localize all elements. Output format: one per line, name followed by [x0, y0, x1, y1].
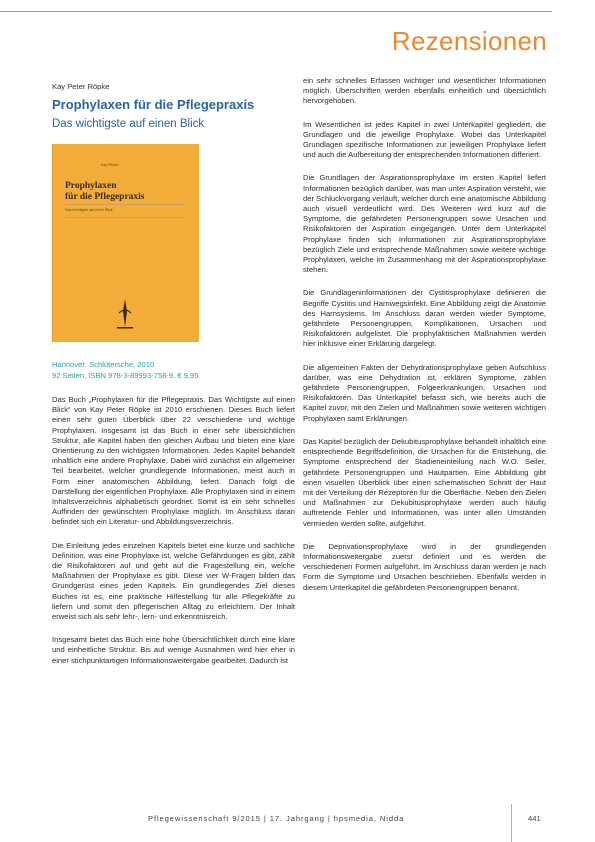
cover-rule: [65, 217, 185, 218]
paragraph: Die Deprivationsprophylaxe wird in der grundlegenden Informationsweitergabe zuerst definiert und es werden die verschiedenen Formen aufgeführt. Im Anschluss daran werden je nach Form die Symptome und Ursachen beschrieben. Ebenfalls werden in diesem Unterkapitel die gefährdeten Personengruppen benannt.: [303, 541, 546, 592]
cover-subtitle: Das wichtigste auf einen Blick: [65, 208, 113, 212]
book-title: Prophylaxen für die Pflegepraxis: [52, 97, 255, 112]
cover-title: [65, 181, 145, 203]
paragraph: Die Grundlageninformationen der Cystitisprophylaxe definieren die Begriffe Cystitis und Harnwegsinfekt. Eine Abbildung zeigt die Anatomie des Harnsystems. Im Anschluss daran werden wieder Symptome, gefährdete Personengruppen, Komplikationen, Ursachen und Risikofaktoren aufgelistet. Die prophylaktischen Maßnahmen werden hier inklusive einer Erklärung dargelegt.: [303, 288, 546, 349]
section-title: Rezensionen: [391, 26, 547, 56]
paragraph: ein sehr schnelles Erfassen wichtiger und wesentlicher Informationen möglich. Überschriften werden ebenfalls einheitlich und übersichtlich hervorgehoben.: [303, 76, 546, 106]
cover-author: Kay Röpke: [101, 163, 119, 167]
paragraph: Die allgemeinen Fakten der Dehydrationsprophylaxe geben Aufschluss darüber, was eine Dehydration ist, erklären Symptome, zählen gefährdete Personengruppen, Folgeerkrankungen, Ursachen und Risikofaktoren. Das Unterkapitel befasst sich, wie bereits auch die Kapitel zuvor, mit den Zielen und Maßnahmen sowie weiteren wichtigen Prophylaxen samt Erklärungen.: [303, 362, 546, 423]
publisher-info: [52, 360, 295, 381]
cover-rule: [65, 204, 185, 205]
paragraph: Im Wesentlichen ist jedes Kapitel in zwei Unterkapitel gegliedert, die Grundlagen und die jeweilige Prophylaxe. Wobei das Unterkapitel Grundlagen spezifische Informationen zur jeweiligen Prophylaxe liefert und auch die Aufbereitung der entsprechenden Informationen differiert.: [303, 119, 546, 160]
footer-journal: Pflegewissenschaft 9/2015 | 17. Jahrgang | hpsmedia, Nidda: [148, 814, 405, 823]
footer-divider: [511, 804, 512, 842]
book-cover-image: [52, 144, 199, 342]
paragraph: Die Einleitung jedes einzelnen Kapitels bietet eine kurze und sachliche Definition, was eine Prophylaxe ist, welche Gefährdungen es gibt, zählt die Risikofaktoren auf und geht auf die Fragestellung ein, welche Maßnahmen der Prophylaxe es gibt. Diese vier W-Fragen bilden das Grundgerüst eines jeden Kapitels. Ein grundlegendes Ziel dieses Buches ist es, eine praktische Hilfestellung für alle Pflegekräfte zu liefern und somit den pflegerischen Alltag zu erleichtern. Der Inhalt erweist sich als sehr lehr-, lern- und erkenntnisreich.: [52, 540, 295, 622]
left-column: [52, 82, 295, 679]
publisher-logo-icon: [105, 297, 145, 331]
cover-title-line2: für die Pflegepraxis: [65, 192, 145, 202]
book-subtitle: Das wichtigste auf einen Blick: [52, 118, 205, 130]
publisher-line: Hannover: Schlütersche, 2010: [52, 360, 155, 369]
cover-title-line1: Prophylaxen: [65, 181, 117, 191]
paragraph: Die Grundlagen der Aspirationsprophylaxe im ersten Kapitel liefert Informationen bezüglich darüber, was man unter Aspiration versteht, wie der Schluckvorgang verläuft, welcher durch eine anatomische Abbildung auch visuell verdeutlicht wird. Des Weiteren wird kurz auf die Symptome, die gefährdeten Personengruppen sowie Ursachen und Risikofaktoren der Aspiration eingegangen. Unter dem Unterkapitel Prophylaxe finden sich Informationen zur Aspirationsprophylaxe bezüglich Ziele und entsprechende Maßnahmen sowie weitere wichtige Prophylaxen, welche im Zusammenhang mit der Aspirationsprophylaxe stehen.: [303, 173, 546, 275]
page-number: 441: [528, 814, 541, 823]
paragraph: Das Buch „Prophylaxen für die Pflegepraxis. Das Wichtigste auf einen Blick“ von Kay Peter Röpke ist 2010 erschienen. Dieses Buch liefert einen sehr guten Überblick über 22 verschiedene und wichtige Prophylaxen. Insgesamt ist das Buch in einer sehr übersichtlichen Struktur, alle Kapitel haben den gleichen Aufbau und bieten eine klare Orientierung zu den wichtigsten Informationen. Jedes Kapitel behandelt inhaltlich eine andere Prophylaxe. Dabei wird zunächst ein allgemeiner Teil bearbeitet, welcher grundlegende Informationen, meist auch in Form einer anatomischen Abbildung, liefert. Danach folgt die Darstellung der eigentlichen Prophylaxe. Alle Prophylaxen sind in einem Inhaltsverzeichnis alphabetisch geordnet. Somit ist ein sehr schnelles Auffinden der gewünschten Prophylaxe möglich. Im Anschluss daran befindet sich ein Literatur- und Abbildungsverzeichnis.: [52, 395, 295, 527]
paragraph: Insgesamt bietet das Buch eine hohe Übersichtlichkeit durch eine klare und einheitliche Struktur. Bis auf wenige Ausnahmen wird hier eher in einer stichpunktartigen Informationsweitergabe gearbeitet. Dadurch ist: [52, 635, 295, 665]
right-column: [303, 76, 546, 606]
publisher-line: 92 Seiten, ISBN 978-3-89993-758-9, € 9,95: [52, 370, 199, 380]
header-rule: [0, 11, 552, 12]
paragraph: Das Kapitel bezüglich der Dekubitusprophylaxe behandelt inhaltlich eine entsprechende Begriffsdefinition, die Ursachen für die Entstehung, die Symptome entsprechend der Stadieneinteilung nach W.O. Seiler, gefährdete Personengruppen und Hautpartien. Eine Abbildung gibt einen visuellen Überblick über einen schematischen Schnitt der Haut mit der Verteilung der Rezeptoren für die Oberfläche. Neben den Zielen und Maßnahmen zur Dekubitusprophylaxe werden auch häufig auftretende Fehler und Informationen, was unter allen Umständen vermieden werden sollte, aufgeführt.: [303, 436, 546, 528]
review-author: Kay Peter Röpke: [52, 82, 110, 91]
